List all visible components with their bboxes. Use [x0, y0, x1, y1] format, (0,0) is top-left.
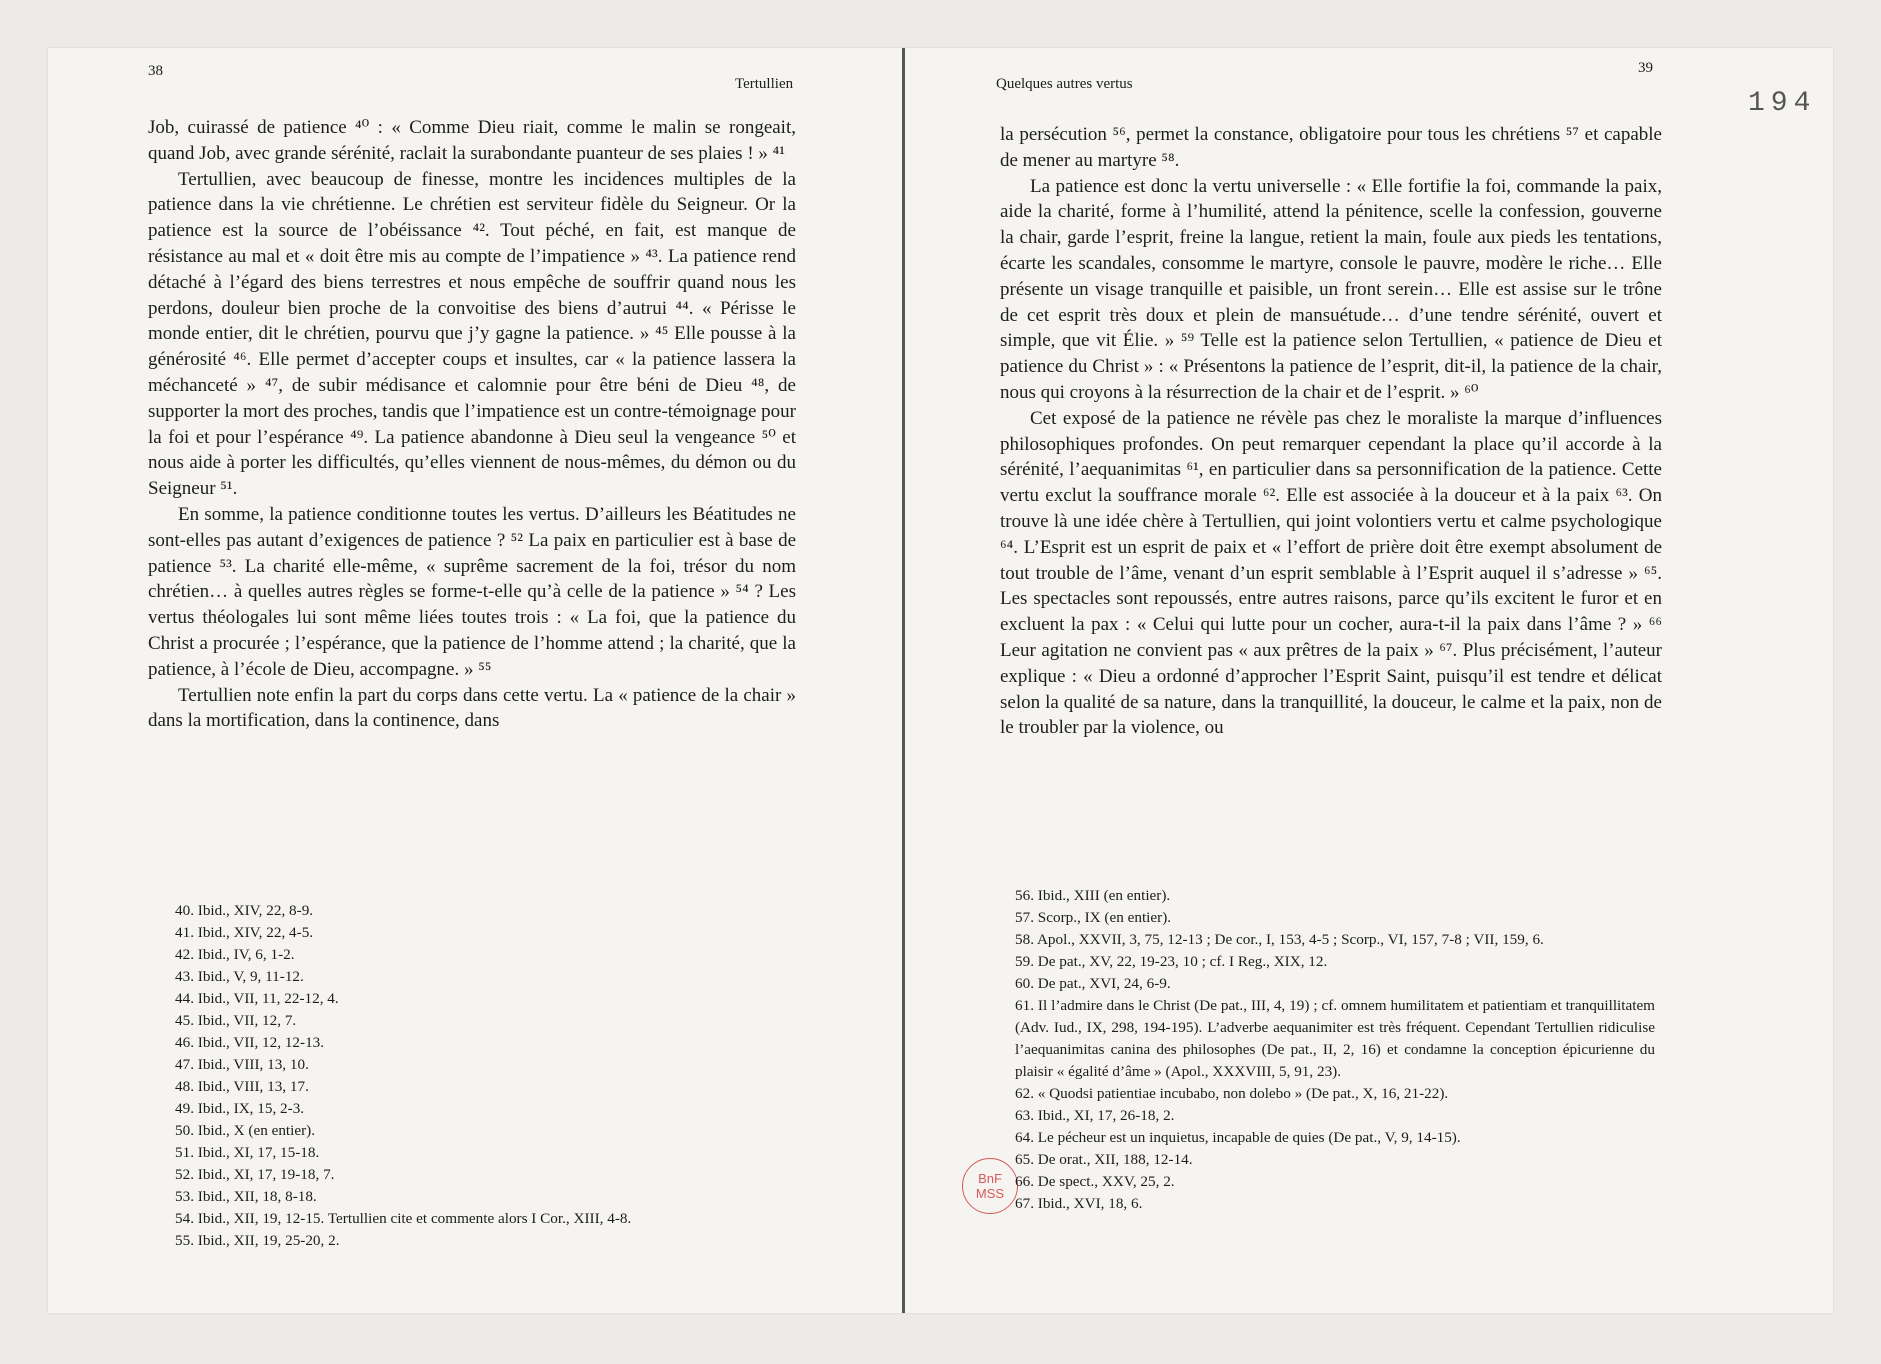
right-body-text: [1000, 122, 1662, 741]
paragraph: Job, cuirassé de patience ⁴⁰ : « Comme Dieu riait, comme le malin se rongeait, quand Job, avec grande sérénité, raclait la surabondante puanteur de ses plaies ! » ⁴¹: [148, 117, 796, 164]
right-footnotes: [1015, 885, 1655, 1215]
footnote: 41. Ibid., XIV, 22, 4-5.: [175, 924, 314, 941]
footnote: 50. Ibid., X (en entier).: [175, 1122, 316, 1139]
footnote: 53. Ibid., XII, 18, 8-18.: [175, 1188, 317, 1205]
page-gutter: [902, 48, 905, 1313]
footnote: 42. Ibid., IV, 6, 1-2.: [175, 946, 295, 963]
footnote: 61. Il l’admire dans le Christ (De pat., III, 4, 19) ; cf. omnem humilitatem et patientiam et tranquillitatem (Adv. Iud., IX, 298, 194-195). L’adverbe aequanimiter est très fréquent. Cependant Tertullien ridiculise l’aequanimitas canina des philosophes (De pat., II, 2, 16) et condamne la conception épicurienne du plaisir « égalité d’âme » (Apol., XXXVIII, 5, 91, 23).: [1015, 997, 1655, 1080]
footnote: 67. Ibid., XVI, 18, 6.: [1015, 1195, 1143, 1212]
running-head-left: Tertullien: [735, 76, 794, 92]
footnote: 56. Ibid., XIII (en entier).: [1015, 887, 1171, 904]
stamp-line-1: BnF: [978, 1171, 1002, 1186]
left-footnotes: [175, 900, 815, 1252]
paragraph: Tertullien note enfin la part du corps dans cette vertu. La « patience de la chair » dans la mortification, dans la continence, dans: [148, 684, 796, 732]
footnote: 58. Apol., XXVII, 3, 75, 12-13 ; De cor., I, 153, 4-5 ; Scorp., VI, 157, 7-8 ; VII, 159, 6.: [1015, 931, 1544, 948]
archive-number: 194: [1748, 88, 1817, 119]
footnote: 46. Ibid., VII, 12, 12-13.: [175, 1034, 325, 1051]
footnote: 54. Ibid., XII, 19, 12-15. Tertullien cite et commente alors I Cor., XIII, 4-8.: [175, 1210, 632, 1227]
paragraph: Cet exposé de la patience ne révèle pas chez le moraliste la marque d’influences philosophiques profondes. On peut remarquer cependant la place qu’il accorde à la sérénité, l’aequanimitas ⁶¹, en particulier dans sa personnification de la patience. Cette vertu exclut la souffrance morale ⁶². Elle est associée à la douceur et à la paix ⁶³. On trouve là une idée chère à Tertullien, qui joint volontiers vertu et calme psychologique ⁶⁴. L’Esprit est un esprit de paix et « l’effort de prière doit être exempt absolument de tout trouble de l’âme, venant d’un esprit semblable à l’Esprit auquel il s’adresse » ⁶⁵. Les spectacles sont repoussés, entre autres raisons, parce qu’ils excitent le furor et en excluent la pax : « Celui qui lutte pour un cocher, aura-t-il la paix dans l’âme ? » ⁶⁶ Leur agitation ne convient pas « aux prêtres de la paix » ⁶⁷. Plus précisément, l’auteur explique : « Dieu a ordonné d’approcher l’Esprit Saint, puisqu’il est tendre et délicat selon la qualité de sa nature, dans la tranquillité, la douceur, le calme et la paix, non de le troubler par la violence, ou: [1000, 407, 1662, 739]
footnote: 47. Ibid., VIII, 13, 10.: [175, 1056, 309, 1073]
footnote: 52. Ibid., XI, 17, 19-18, 7.: [175, 1166, 335, 1183]
footnote: 40. Ibid., XIV, 22, 8-9.: [175, 902, 314, 919]
footnote: 57. Scorp., IX (en entier).: [1015, 909, 1172, 926]
footnote: 65. De orat., XII, 188, 12-14.: [1015, 1151, 1193, 1168]
footnote: 51. Ibid., XI, 17, 15-18.: [175, 1144, 320, 1161]
footnote: 55. Ibid., XII, 19, 25-20, 2.: [175, 1232, 340, 1249]
footnote: 44. Ibid., VII, 11, 22-12, 4.: [175, 990, 339, 1007]
footnote: 63. Ibid., XI, 17, 26-18, 2.: [1015, 1107, 1175, 1124]
footnote: 64. Le pécheur est un inquietus, incapable de quies (De pat., V, 9, 14-15).: [1015, 1129, 1461, 1146]
footnote: 49. Ibid., IX, 15, 2-3.: [175, 1100, 305, 1117]
footnote: 66. De spect., XXV, 25, 2.: [1015, 1173, 1175, 1190]
paragraph: En somme, la patience conditionne toutes les vertus. D’ailleurs les Béatitudes ne sont-elles pas autant d’exigences de patience ? ⁵² La paix en particulier est à base de patience ⁵³. La charité elle-même, « suprême sacrement de la foi, trésor du nom chrétien… à quelles autres règles se forme-t-elle qu’à celle de la patience » ⁵⁴ ? Les vertus théologales lui sont même liées toutes trois : « La foi, que la patience du Christ a procurée ; l’espérance, que la patience de l’homme attend ; la charité, que la patience, à l’école de Dieu, accompagne. » ⁵⁵: [148, 503, 796, 680]
paragraph: Tertullien, avec beaucoup de finesse, montre les incidences multiples de la patience dans la vie chrétienne. Le chrétien est serviteur fidèle du Seigneur. Or la patience est la source de l’obéissance ⁴². Tout péché, en fait, est manque de résistance au mal et « doit être mis au compte de l’impatience » ⁴³. La patience rend détaché à l’égard des biens terrestres et nous empêche de souffrir quand nous les perdons, douleur bien proche de la convoitise des biens d’autrui ⁴⁴. « Périsse le monde entier, dit le chrétien, pourvu que j’y gagne la patience. » ⁴⁵ Elle pousse à la générosité ⁴⁶. Elle permet d’accepter coups et insultes, car « la patience lassera la méchanceté » ⁴⁷, de subir médisance et calomnie pour être béni de Dieu ⁴⁸, de supporter la mort des proches, tandis que l’impatience est un contre-témoignage pour la foi et pour l’espérance ⁴⁹. La patience abandonne à Dieu seul la vengeance ⁵⁰ et nous aide à porter les difficultés, qu’elles viennent de nous-mêmes, du démon ou du Seigneur ⁵¹.: [148, 168, 796, 500]
page-number-left: 38: [148, 63, 163, 79]
stamp-line-2: MSS: [975, 1186, 1005, 1201]
footnote: 59. De pat., XV, 22, 19-23, 10 ; cf. I Reg., XIX, 12.: [1015, 953, 1328, 970]
library-stamp: [962, 1158, 1018, 1214]
page-number-right: 39: [1638, 60, 1653, 76]
footnote: 48. Ibid., VIII, 13, 17.: [175, 1078, 309, 1095]
left-body-text: [148, 115, 796, 734]
paragraph: la persécution ⁵⁶, permet la constance, obligatoire pour tous les chrétiens ⁵⁷ et capable de mener au martyre ⁵⁸.: [1000, 124, 1662, 171]
footnote: 60. De pat., XVI, 24, 6-9.: [1015, 975, 1171, 992]
running-head-right: Quelques autres vertus: [996, 76, 1133, 92]
footnote: 43. Ibid., V, 9, 11-12.: [175, 968, 304, 985]
paragraph: La patience est donc la vertu universelle : « Elle fortifie la foi, commande la paix, aide la charité, forme à l’humilité, attend la pénitence, scelle la confession, gouverne la chair, garde l’esprit, freine la langue, retient la main, foule aux pieds les tentations, écarte les scandales, consomme le martyre, console le pauvre, modère le riche… Elle présente un visage tranquille et paisible, un front serein… Elle est assise sur le trône de cet esprit très doux et plein de mansuétude… d’une tendre sérénité, ouvert et simple, que vit Élie. » ⁵⁹ Telle est la patience selon Tertullien, « patience de Dieu et patience du Christ » : « Présentons la patience de l’esprit, dit-il, la patience de la chair, nous qui croyons à la résurrection de la chair et de l’esprit. » ⁶⁰: [1000, 175, 1662, 403]
footnote: 62. « Quodsi patientiae incubabo, non dolebo » (De pat., X, 16, 21-22).: [1015, 1085, 1449, 1102]
footnote: 45. Ibid., VII, 12, 7.: [175, 1012, 297, 1029]
